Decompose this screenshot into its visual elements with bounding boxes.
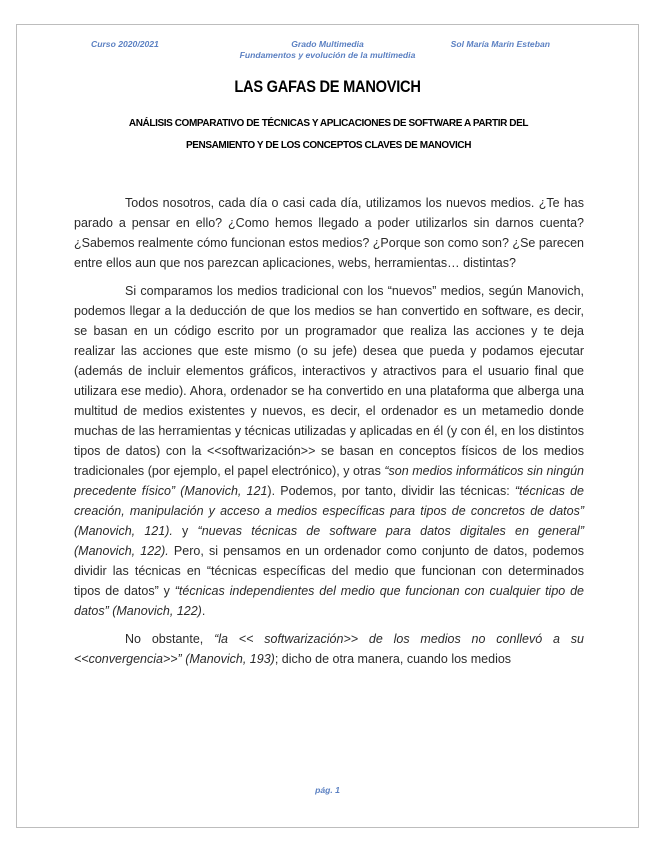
paragraph-2-quote-2: “técnicas de creación, manipulación y acceso a medios específicas para tipos de concretos de datos” (Manovich, 121).	[74, 484, 584, 538]
paragraph-3-text-1: No obstante,	[125, 632, 215, 646]
header-course-name: Fundamentos y evolución de la multimedia	[239, 50, 416, 60]
paragraph-2-text-4: Pero, si pensamos en un ordenador como conjunto de datos, podemos dividir las técnicas en “técnicas específicas del medio que funcionan con determinados tipos de datos” y	[74, 544, 584, 598]
paragraph-1: Todos nosotros, cada día o casi cada día, utilizamos los nuevos medios. ¿Te has parado a pensar en ello? ¿Como hemos llegado a poder utilizarlos sin darnos cuenta? ¿Sabemos realmente cómo funcionan estos medios? ¿Porque son como son? ¿Se parecen entre ellos aun que nos parezcan aplicaciones, webs, herramientas… distintas?	[74, 196, 584, 270]
paragraph-2-text-3: y	[172, 524, 198, 538]
header-course: Curso 2020/2021	[91, 39, 159, 49]
subtitle-line-2: PENSAMIENTO Y DE LOS CONCEPTOS CLAVES DE MANOVICH	[185, 140, 472, 151]
page-header	[17, 39, 638, 65]
paragraph-3	[74, 629, 584, 669]
paragraph-3-quote-1: “la << softwarización>> de los medios no conllevó a su <<convergencia>>” (Manovich, 193)	[74, 632, 584, 666]
document-subtitle	[57, 113, 600, 157]
header-author: Sol María Marín Esteban	[450, 39, 550, 49]
document-body	[74, 193, 584, 677]
document-title: LAS GAFAS DE MANOVICH	[234, 77, 421, 96]
paragraph-2-quote-1: “son medios informáticos sin ningún precedente físico” (Manovich, 121	[74, 464, 584, 498]
paragraph-3-text-2: ; dicho de otra manera, cuando los medios	[274, 652, 512, 666]
paragraph-2-quote-4: “técnicas independientes del medio que funcionan con cualquier tipo de datos” (Manovich, 122)	[74, 584, 584, 618]
paragraph-2-text-1: Si comparamos los medios tradicional con los “nuevos” medios, según Manovich, podemos llegar a la deducción de que los medios se han convertido en software, es decir, se basan en un código escrito por un programador que realiza las acciones y te deja realizar las acciones que este mismo (o su jefe) desea que pueda y podamos ejecutar (además de incluir elementos gráficos, interactivos y atractivos para el usuario final que utilizara ese medio). Ahora, ordenador se ha convertido en una plataforma que alberga una multitud de medios existentes y nuevos, es decir, el ordenador es un metamedio donde muchas de las herramientas y técnicas utilizadas y aplicadas en él (y con él, en los distintos tipos de datos) con la <<softwarización>> se basan en conceptos físicos de los medios tradicionales (por ejemplo, el papel electrónico), y otras	[74, 284, 584, 478]
paragraph-2	[74, 281, 584, 621]
document-page	[16, 24, 639, 828]
paragraph-2-quote-3: “nuevas técnicas de software para datos digitales en general” (Manovich, 122).	[74, 524, 584, 558]
subtitle-line-1: ANÁLISIS COMPARATIVO DE TÉCNICAS Y APLICACIONES DE SOFTWARE A PARTIR DEL	[128, 118, 529, 129]
page-number: pág. 1	[315, 785, 340, 795]
header-degree: Grado Multimedia	[291, 39, 364, 49]
paragraph-2-text-5: .	[201, 604, 206, 618]
paragraph-2-text-2: ). Podemos, por tanto, dividir las técnicas:	[267, 484, 515, 498]
